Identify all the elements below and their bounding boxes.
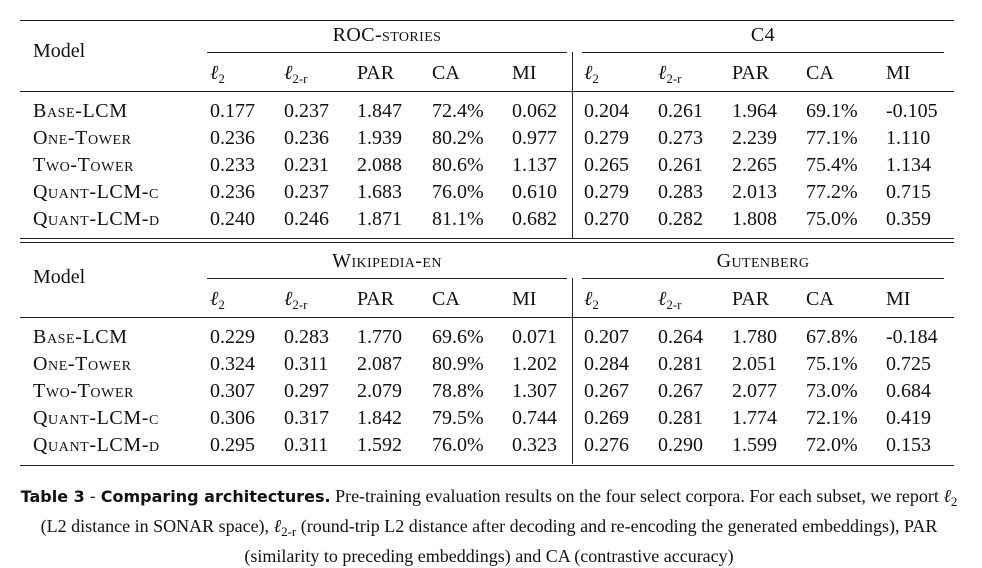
- table-cell: 0.231: [284, 154, 329, 176]
- table-cell: 1.202: [512, 353, 557, 375]
- table-cell: 81.1%: [432, 208, 484, 230]
- metric-symbol: ℓ: [210, 288, 219, 310]
- table-cell: 1.137: [512, 154, 557, 176]
- metric-header: [658, 62, 682, 90]
- table-cell: 0.261: [658, 100, 703, 122]
- model-column-header: Model: [33, 40, 86, 62]
- table-cell: 2.265: [732, 154, 777, 176]
- table-cell: 0.236: [210, 127, 255, 149]
- table-cell: 0.306: [210, 407, 255, 429]
- table-cell: 79.5%: [432, 407, 484, 429]
- table-panel: [0, 20, 982, 240]
- table-cell: 0.311: [284, 353, 329, 375]
- table-cell: 1.307: [512, 380, 557, 402]
- table-cell: 0.071: [512, 326, 557, 348]
- table-cell: 2.088: [357, 154, 402, 176]
- metric-header: MI: [512, 62, 537, 84]
- table-cell: 0.236: [210, 181, 255, 203]
- table-cell: 0.682: [512, 208, 557, 230]
- table-cell: 0.237: [284, 181, 329, 203]
- table-cell: 67.8%: [806, 326, 858, 348]
- table-cell: 1.847: [357, 100, 402, 122]
- metric-header: PAR: [357, 288, 395, 310]
- table-cell: 0.153: [886, 434, 931, 456]
- table-cell: 0.267: [584, 380, 629, 402]
- table-cell: 2.087: [357, 353, 402, 375]
- caption-text-1: Pre-training evaluation results on the four select corpora. For each subset, we report: [330, 486, 944, 506]
- table-cell: 0.279: [584, 181, 629, 203]
- table-cell: 1.842: [357, 407, 402, 429]
- metric-header: CA: [806, 288, 834, 310]
- caption-l2r-symbol: ℓ: [273, 516, 282, 536]
- caption-label: Table 3: [20, 487, 85, 506]
- table-cell: 0.725: [886, 353, 931, 375]
- table-cell: 0.977: [512, 127, 557, 149]
- table-cell: 1.964: [732, 100, 777, 122]
- table-cell: 0.359: [886, 208, 931, 230]
- table-cell: 0.419: [886, 407, 931, 429]
- table-cell: 2.079: [357, 380, 402, 402]
- metric-subscript: 2: [218, 71, 225, 86]
- caption-l2-subscript: 2: [950, 494, 958, 509]
- table-cell: 0.267: [658, 380, 703, 402]
- table-cell: 80.9%: [432, 353, 484, 375]
- double-rule: [20, 238, 954, 239]
- caption-title: Comparing architectures.: [100, 487, 331, 506]
- table-cell: 80.2%: [432, 127, 484, 149]
- corpus-group-header: C4: [750, 24, 776, 46]
- table-cell: 0.207: [584, 326, 629, 348]
- table-caption: [16, 484, 962, 568]
- metric-header: CA: [432, 62, 460, 84]
- model-name: Quant-LCM-d: [33, 208, 160, 230]
- top-rule: [20, 20, 954, 21]
- table-cell: 0.269: [584, 407, 629, 429]
- corpus-group-header: ROC-stories: [332, 24, 442, 46]
- table-cell: 1.134: [886, 154, 931, 176]
- table-cell: 0.317: [284, 407, 329, 429]
- table-cell: 1.939: [357, 127, 402, 149]
- header-rule: [20, 317, 954, 318]
- metric-header: [658, 288, 682, 316]
- table-cell: 72.1%: [806, 407, 858, 429]
- table-cell: 0.311: [284, 434, 329, 456]
- table-cell: 75.1%: [806, 353, 858, 375]
- table-cell: 1.683: [357, 181, 402, 203]
- table-cell: 0.237: [284, 100, 329, 122]
- table-cell: 73.0%: [806, 380, 858, 402]
- metric-subscript: 2-r: [666, 71, 682, 86]
- metric-header: PAR: [732, 288, 770, 310]
- table-cell: 0.279: [584, 127, 629, 149]
- table-cell: 1.774: [732, 407, 777, 429]
- metric-symbol: ℓ: [584, 62, 593, 84]
- model-column-header: Model: [33, 266, 86, 288]
- table-cell: 77.2%: [806, 181, 858, 203]
- caption-text-3: (round-trip L2 distance after decoding and re-encoding the generated embeddings), PAR (similarity to preceding embeddings) and CA (contrastive accuracy): [244, 516, 938, 566]
- table-cell: 1.599: [732, 434, 777, 456]
- table-cell: 0.240: [210, 208, 255, 230]
- table-cell: 0.204: [584, 100, 629, 122]
- table-cell: 0.264: [658, 326, 703, 348]
- table-cell: 0.284: [584, 353, 629, 375]
- metric-header: PAR: [357, 62, 395, 84]
- caption-text-2: (L2 distance in SONAR space),: [40, 516, 274, 536]
- table-cell: 78.8%: [432, 380, 484, 402]
- model-name: Quant-LCM-c: [33, 407, 159, 429]
- table-cell: 1.110: [886, 127, 931, 149]
- metric-subscript: 2: [592, 71, 599, 86]
- group-underline: [207, 278, 567, 279]
- metric-subscript: 2-r: [292, 297, 308, 312]
- metric-header: MI: [886, 288, 911, 310]
- metric-header: MI: [886, 62, 911, 84]
- metric-subscript: 2-r: [292, 71, 308, 86]
- table-cell: 1.592: [357, 434, 402, 456]
- table-cell: 0.233: [210, 154, 255, 176]
- table-cell: 0.283: [658, 181, 703, 203]
- table-cell: 2.051: [732, 353, 777, 375]
- metric-subscript: 2: [592, 297, 599, 312]
- caption-l2-symbol: ℓ: [943, 486, 951, 506]
- metric-symbol: ℓ: [284, 62, 293, 84]
- table-cell: 0.276: [584, 434, 629, 456]
- table-cell: 0.265: [584, 154, 629, 176]
- table-cell: 0.270: [584, 208, 629, 230]
- metric-header: [284, 62, 308, 90]
- table-cell: 2.013: [732, 181, 777, 203]
- table-cell: 0.282: [658, 208, 703, 230]
- table-cell: 0.261: [658, 154, 703, 176]
- header-rule: [20, 91, 954, 92]
- table-cell: 1.871: [357, 208, 402, 230]
- table-cell: 76.0%: [432, 434, 484, 456]
- table-cell: 1.808: [732, 208, 777, 230]
- model-name: Base-LCM: [33, 326, 128, 348]
- table-cell: 0.323: [512, 434, 557, 456]
- table-cell: 0.177: [210, 100, 255, 122]
- table-cell: 0.744: [512, 407, 557, 429]
- metric-symbol: ℓ: [210, 62, 219, 84]
- table-cell: -0.184: [886, 326, 938, 348]
- corpus-group-header: Gutenberg: [716, 250, 810, 272]
- table-cell: 1.770: [357, 326, 402, 348]
- table-cell: 0.281: [658, 407, 703, 429]
- table-cell: 2.239: [732, 127, 777, 149]
- group-underline: [582, 52, 944, 53]
- table-cell: 0.273: [658, 127, 703, 149]
- metric-symbol: ℓ: [658, 62, 667, 84]
- metric-header: CA: [806, 62, 834, 84]
- table-cell: 0.281: [658, 353, 703, 375]
- table-cell: 69.1%: [806, 100, 858, 122]
- table-cell: -0.105: [886, 100, 938, 122]
- table-cell: 0.324: [210, 353, 255, 375]
- model-name: Quant-LCM-c: [33, 181, 159, 203]
- metric-header: MI: [512, 288, 537, 310]
- table-cell: 2.077: [732, 380, 777, 402]
- caption-separator: -: [84, 487, 101, 506]
- table-panel: [0, 246, 982, 466]
- table-cell: 0.283: [284, 326, 329, 348]
- table-cell: 76.0%: [432, 181, 484, 203]
- table-cell: 80.6%: [432, 154, 484, 176]
- metric-header: [210, 62, 225, 90]
- table-cell: 0.236: [284, 127, 329, 149]
- metric-header: CA: [432, 288, 460, 310]
- metric-symbol: ℓ: [658, 288, 667, 310]
- model-name: Base-LCM: [33, 100, 128, 122]
- table-cell: 0.684: [886, 380, 931, 402]
- table-cell: 72.4%: [432, 100, 484, 122]
- metric-symbol: ℓ: [284, 288, 293, 310]
- table-cell: 0.290: [658, 434, 703, 456]
- corpus-group-header: Wikipedia-en: [332, 250, 442, 272]
- metric-subscript: 2-r: [666, 297, 682, 312]
- table-cell: 1.780: [732, 326, 777, 348]
- table-cell: 0.307: [210, 380, 255, 402]
- metric-header: PAR: [732, 62, 770, 84]
- model-name: One-Tower: [33, 127, 132, 149]
- table-cell: 75.0%: [806, 208, 858, 230]
- column-separator: [572, 52, 573, 238]
- column-separator: [572, 278, 573, 464]
- table-cell: 0.246: [284, 208, 329, 230]
- double-rule: [20, 242, 954, 243]
- table-cell: 0.295: [210, 434, 255, 456]
- metric-header: [284, 288, 308, 316]
- metric-header: [584, 62, 599, 90]
- table-cell: 72.0%: [806, 434, 858, 456]
- caption-l2r-subscript: 2-r: [281, 524, 297, 539]
- table-cell: 0.297: [284, 380, 329, 402]
- model-name: One-Tower: [33, 353, 132, 375]
- metric-subscript: 2: [218, 297, 225, 312]
- table-cell: 77.1%: [806, 127, 858, 149]
- metric-header: [584, 288, 599, 316]
- table-cell: 69.6%: [432, 326, 484, 348]
- metric-header: [210, 288, 225, 316]
- group-underline: [207, 52, 567, 53]
- model-name: Two-Tower: [33, 380, 135, 402]
- metric-symbol: ℓ: [584, 288, 593, 310]
- model-name: Quant-LCM-d: [33, 434, 160, 456]
- table-cell: 0.062: [512, 100, 557, 122]
- model-name: Two-Tower: [33, 154, 135, 176]
- table-cell: 0.229: [210, 326, 255, 348]
- table-cell: 0.610: [512, 181, 557, 203]
- bottom-rule: [20, 465, 954, 466]
- table-cell: 75.4%: [806, 154, 858, 176]
- group-underline: [582, 278, 944, 279]
- table-cell: 0.715: [886, 181, 931, 203]
